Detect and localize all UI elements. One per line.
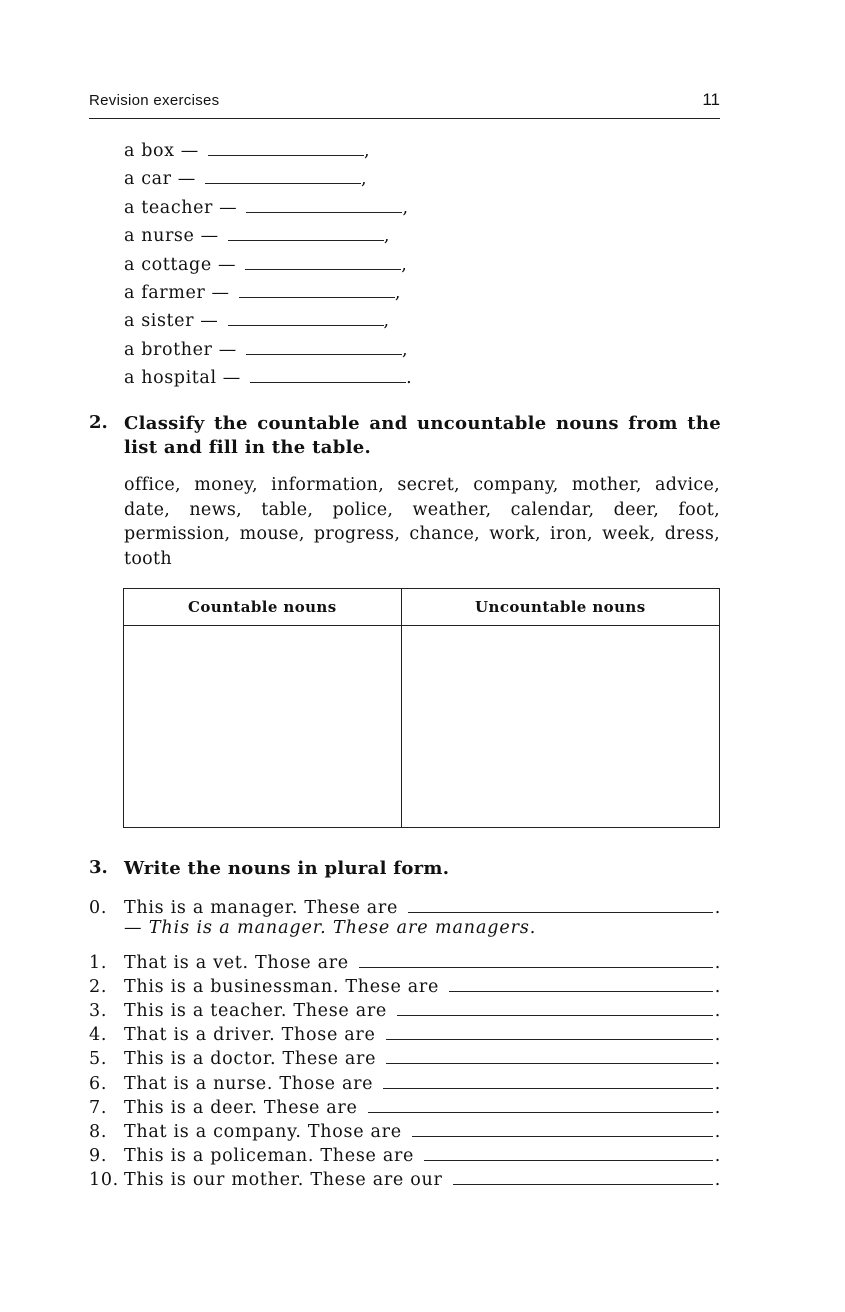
sentence-text: That is a nurse. Those are — [124, 1073, 374, 1094]
answer-line[interactable] — [359, 967, 713, 968]
list-item: 9. This is a policeman. These are . — [89, 1145, 721, 1166]
sentence-text: This is a policeman. These are — [124, 1145, 415, 1166]
noun-prompt: a brother — — [124, 339, 237, 360]
answer-blank[interactable] — [228, 223, 384, 241]
answer-blank[interactable] — [228, 308, 384, 326]
answer-line[interactable] — [383, 1088, 713, 1089]
noun-prompt: a box — — [124, 141, 199, 161]
punctuation: , — [364, 141, 371, 161]
answer-line[interactable] — [453, 1184, 713, 1185]
sentence-text: This is our mother. These are our — [124, 1169, 443, 1190]
list-item: 7. This is a deer. These are . — [89, 1097, 721, 1118]
classification-table — [123, 588, 720, 828]
list-item — [124, 337, 412, 365]
noun-prompt: a hospital — — [124, 368, 241, 389]
page-number: 11 — [702, 90, 720, 109]
punctuation: , — [361, 169, 368, 190]
exercise-instruction: Write the nouns in plural form. — [124, 858, 450, 879]
item-number: 9. — [89, 1145, 108, 1166]
answer-line[interactable] — [408, 912, 713, 913]
item-number: 3. — [89, 1001, 108, 1022]
example-sentence: 0. This is a manager. These are . — [89, 898, 721, 919]
exercise-3-items — [89, 949, 721, 1190]
list-item: 4. That is a driver. Those are . — [89, 1025, 721, 1046]
punctuation: , — [383, 311, 390, 332]
answer-line[interactable] — [424, 1160, 713, 1161]
answer-blank[interactable] — [250, 365, 406, 383]
punctuation: , — [394, 282, 401, 303]
sentence-text: That is a company. Those are — [124, 1121, 402, 1142]
column-header-uncountable: Uncountable nouns — [401, 589, 719, 626]
noun-prompt: a car — — [124, 169, 196, 190]
list-item: 3. This is a teacher. These are . — [89, 1001, 721, 1022]
punctuation: . — [406, 368, 413, 389]
item-number: 6. — [89, 1073, 108, 1094]
punctuation: , — [401, 339, 409, 360]
list-item: 6. That is a nurse. Those are . — [89, 1073, 721, 1094]
list-item — [124, 223, 412, 251]
exercise-number: 2. — [89, 412, 108, 433]
item-number: 2. — [89, 977, 108, 998]
list-item: 5. This is a doctor. These are . — [89, 1049, 721, 1070]
answer-line[interactable] — [397, 1015, 713, 1016]
exercise-3-sentences — [89, 894, 721, 918]
item-number: 4. — [89, 1025, 108, 1046]
exercise-2-heading — [89, 412, 721, 460]
sentence-text: That is a driver. Those are — [124, 1025, 376, 1046]
exercise-1-list — [124, 138, 412, 394]
list-item: 8. That is a company. Those are . — [89, 1121, 721, 1142]
list-item — [124, 252, 412, 280]
item-number: 10. — [89, 1169, 119, 1190]
sentence-text: That is a vet. Those are — [124, 953, 349, 974]
answer-blank[interactable] — [205, 166, 361, 184]
countable-answer-cell[interactable] — [124, 626, 402, 828]
list-item — [124, 365, 412, 393]
punctuation: , — [401, 254, 408, 275]
exercise-instruction: Classify the countable and uncountable nouns from the list and fill in the table. — [124, 413, 721, 458]
uncountable-answer-cell[interactable] — [401, 626, 719, 828]
noun-prompt: a teacher — — [124, 197, 238, 218]
list-item — [124, 138, 412, 166]
answer-line[interactable] — [386, 1063, 713, 1064]
answer-blank[interactable] — [239, 280, 395, 298]
punctuation: , — [402, 197, 409, 218]
noun-prompt: a sister — — [124, 311, 219, 332]
item-number: 1. — [89, 953, 108, 974]
answer-blank[interactable] — [245, 252, 401, 270]
sentence-text: This is a businessman. These are — [124, 977, 440, 998]
punctuation: , — [383, 226, 391, 247]
list-item — [124, 166, 412, 194]
word-list: office, money, information, secret, company, mother, advice, date, news, table, police, weather, calendar, deer, foot, permission, mouse, progress, chance, work, iron, week, dress, tooth — [124, 475, 720, 569]
example-answer: — This is a manager. These are managers. — [124, 918, 537, 938]
answer-line[interactable] — [386, 1039, 713, 1040]
noun-prompt: a nurse — — [124, 226, 219, 247]
list-item — [124, 195, 412, 223]
item-number: 8. — [89, 1121, 108, 1142]
sentence-text: This is a teacher. These are — [124, 1001, 387, 1022]
answer-blank[interactable] — [246, 337, 402, 355]
list-item: 10. This is our mother. These are our . — [89, 1169, 721, 1190]
list-item — [124, 280, 412, 308]
noun-prompt: a cottage — — [124, 254, 237, 275]
list-item — [124, 308, 412, 336]
list-item: 2. This is a businessman. These are . — [89, 977, 721, 998]
answer-blank[interactable] — [208, 138, 364, 156]
answer-line[interactable] — [449, 991, 713, 992]
answer-line[interactable] — [368, 1112, 713, 1113]
sentence-text: This is a deer. These are — [124, 1097, 358, 1118]
item-number: 0. — [89, 898, 108, 919]
sentence-text: This is a manager. These are — [124, 898, 399, 919]
item-number: 7. — [89, 1097, 108, 1118]
noun-prompt: a farmer — — [124, 282, 230, 303]
answer-blank[interactable] — [246, 195, 402, 213]
column-header-countable: Countable nouns — [124, 589, 402, 626]
answer-line[interactable] — [412, 1136, 713, 1137]
sentence-text: This is a doctor. These are — [124, 1049, 377, 1070]
exercise-3-heading — [89, 857, 721, 881]
list-item: 1. That is a vet. Those are . — [89, 953, 721, 974]
running-header — [89, 90, 720, 119]
item-number: 5. — [89, 1049, 108, 1070]
section-title: Revision exercises — [89, 92, 220, 109]
exercise-number: 3. — [89, 857, 108, 878]
